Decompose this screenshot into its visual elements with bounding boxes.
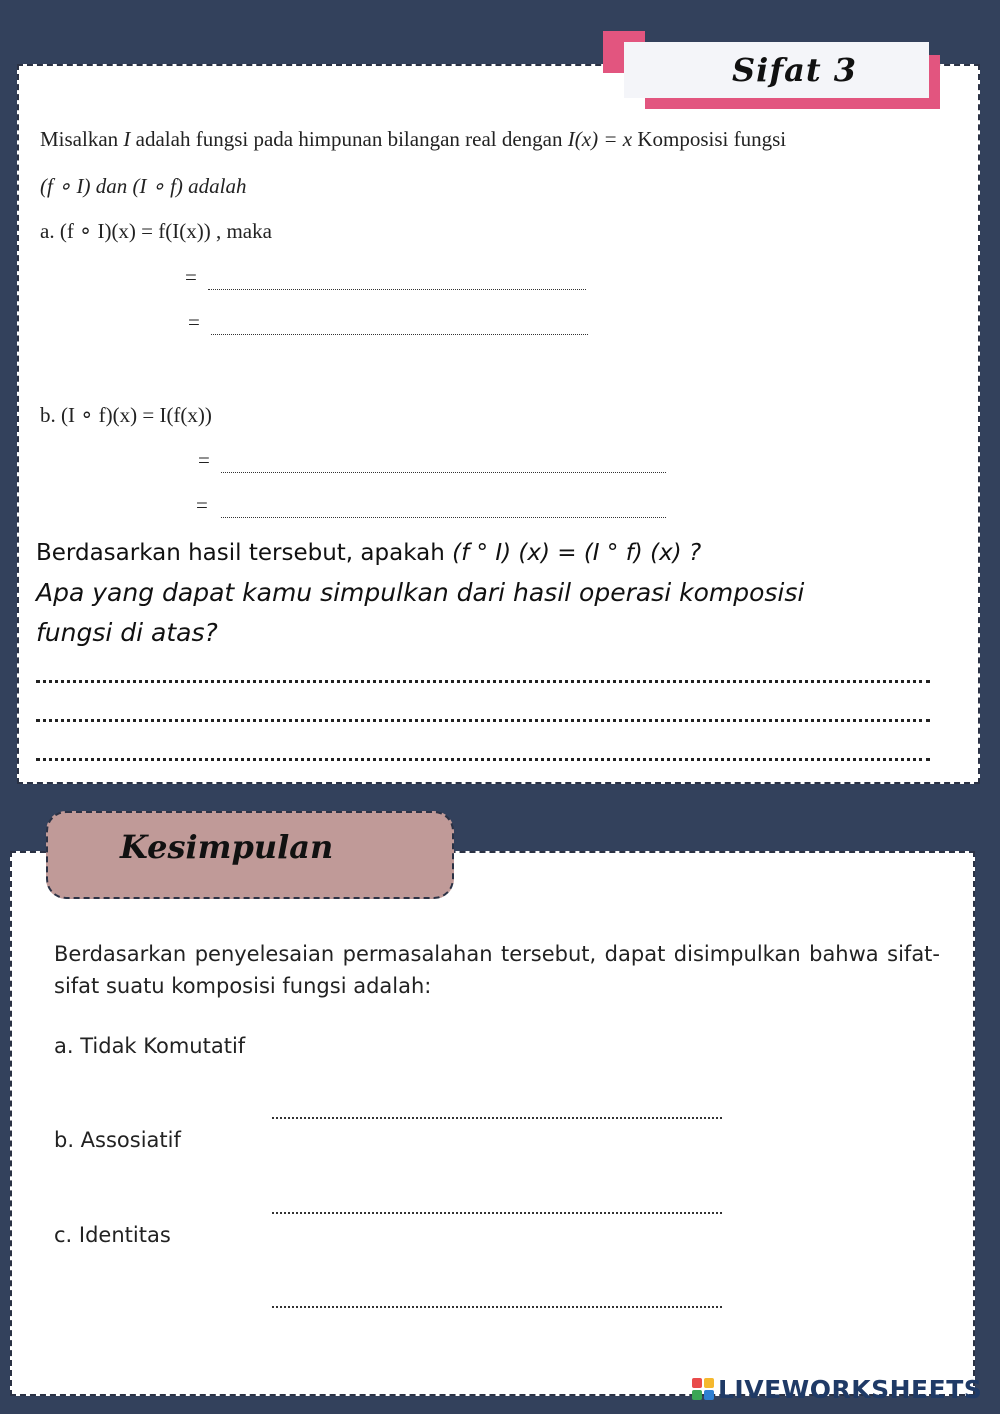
kesimpulan-body: Berdasarkan penyelesaian permasalahan tersebut, dapat disimpulkan bahwa sifat-sifat suatu komposisi fungsi adalah: <box>54 942 940 998</box>
kesimpulan-title: Kesimpulan <box>120 828 334 866</box>
intro-text-b: adalah fungsi pada himpunan bilangan real dengan <box>130 127 568 151</box>
intro-compositions: (f ∘ I) dan (I ∘ f) adalah <box>40 174 247 198</box>
title-tag <box>624 42 929 98</box>
part-b-equals-2: = <box>196 493 208 517</box>
logo-tile <box>692 1390 702 1400</box>
kesimpulan-panel <box>10 851 975 1396</box>
logo-tile <box>704 1390 714 1400</box>
intro-line-1 <box>40 127 786 152</box>
logo-tile <box>704 1378 714 1388</box>
property-item: a. Tidak Komutatif <box>54 1034 246 1058</box>
property-answer-b[interactable] <box>272 1212 722 1214</box>
part-b-equals-1: = <box>198 448 210 472</box>
watermark-text: LIVEWORKSHEETS <box>718 1374 983 1404</box>
conclusion-answer-line-2[interactable] <box>36 719 930 722</box>
question-line-2: Apa yang dapat kamu simpulkan dari hasil operasi komposisi <box>36 578 805 607</box>
conclusion-answer-line-3[interactable] <box>36 758 930 761</box>
property-answer-c[interactable] <box>272 1306 722 1308</box>
part-b-answer-2[interactable] <box>221 517 666 518</box>
part-b-answer-1[interactable] <box>221 472 666 473</box>
part-a-answer-1[interactable] <box>208 289 586 290</box>
property-answer-a[interactable] <box>272 1117 722 1119</box>
question-text: Berdasarkan hasil tersebut, apakah <box>36 540 453 566</box>
part-a-label: a. (f ∘ I)(x) = f(I(x)) , maka <box>40 219 272 243</box>
conclusion-answer-line-1[interactable] <box>36 680 930 683</box>
part-a-equals-1: = <box>185 265 197 289</box>
logo-tile <box>692 1378 702 1388</box>
part-a-equals-2: = <box>188 310 200 334</box>
property-item: b. Assosiatif <box>54 1128 181 1152</box>
sifat-title: Sifat 3 <box>732 51 857 89</box>
liveworksheets-watermark <box>692 1374 982 1404</box>
intro-text-a: Misalkan <box>40 127 124 151</box>
question-expr: (f ° I) (x) = (I ° f) (x) ? <box>452 540 702 566</box>
part-a-answer-2[interactable] <box>211 334 588 335</box>
intro-var-i: I <box>123 127 131 151</box>
part-b-label: b. (I ∘ f)(x) = I(f(x)) <box>40 403 212 427</box>
intro-identity-expr: I(x) = x <box>567 127 633 151</box>
question-line-3: fungsi di atas? <box>36 618 218 647</box>
question-line-1 <box>36 540 701 566</box>
property-item: c. Identitas <box>54 1223 171 1247</box>
intro-line-2 <box>40 174 247 199</box>
liveworksheets-logo-icon <box>692 1378 714 1400</box>
intro-text-c: Komposisi fungsi <box>632 127 787 151</box>
